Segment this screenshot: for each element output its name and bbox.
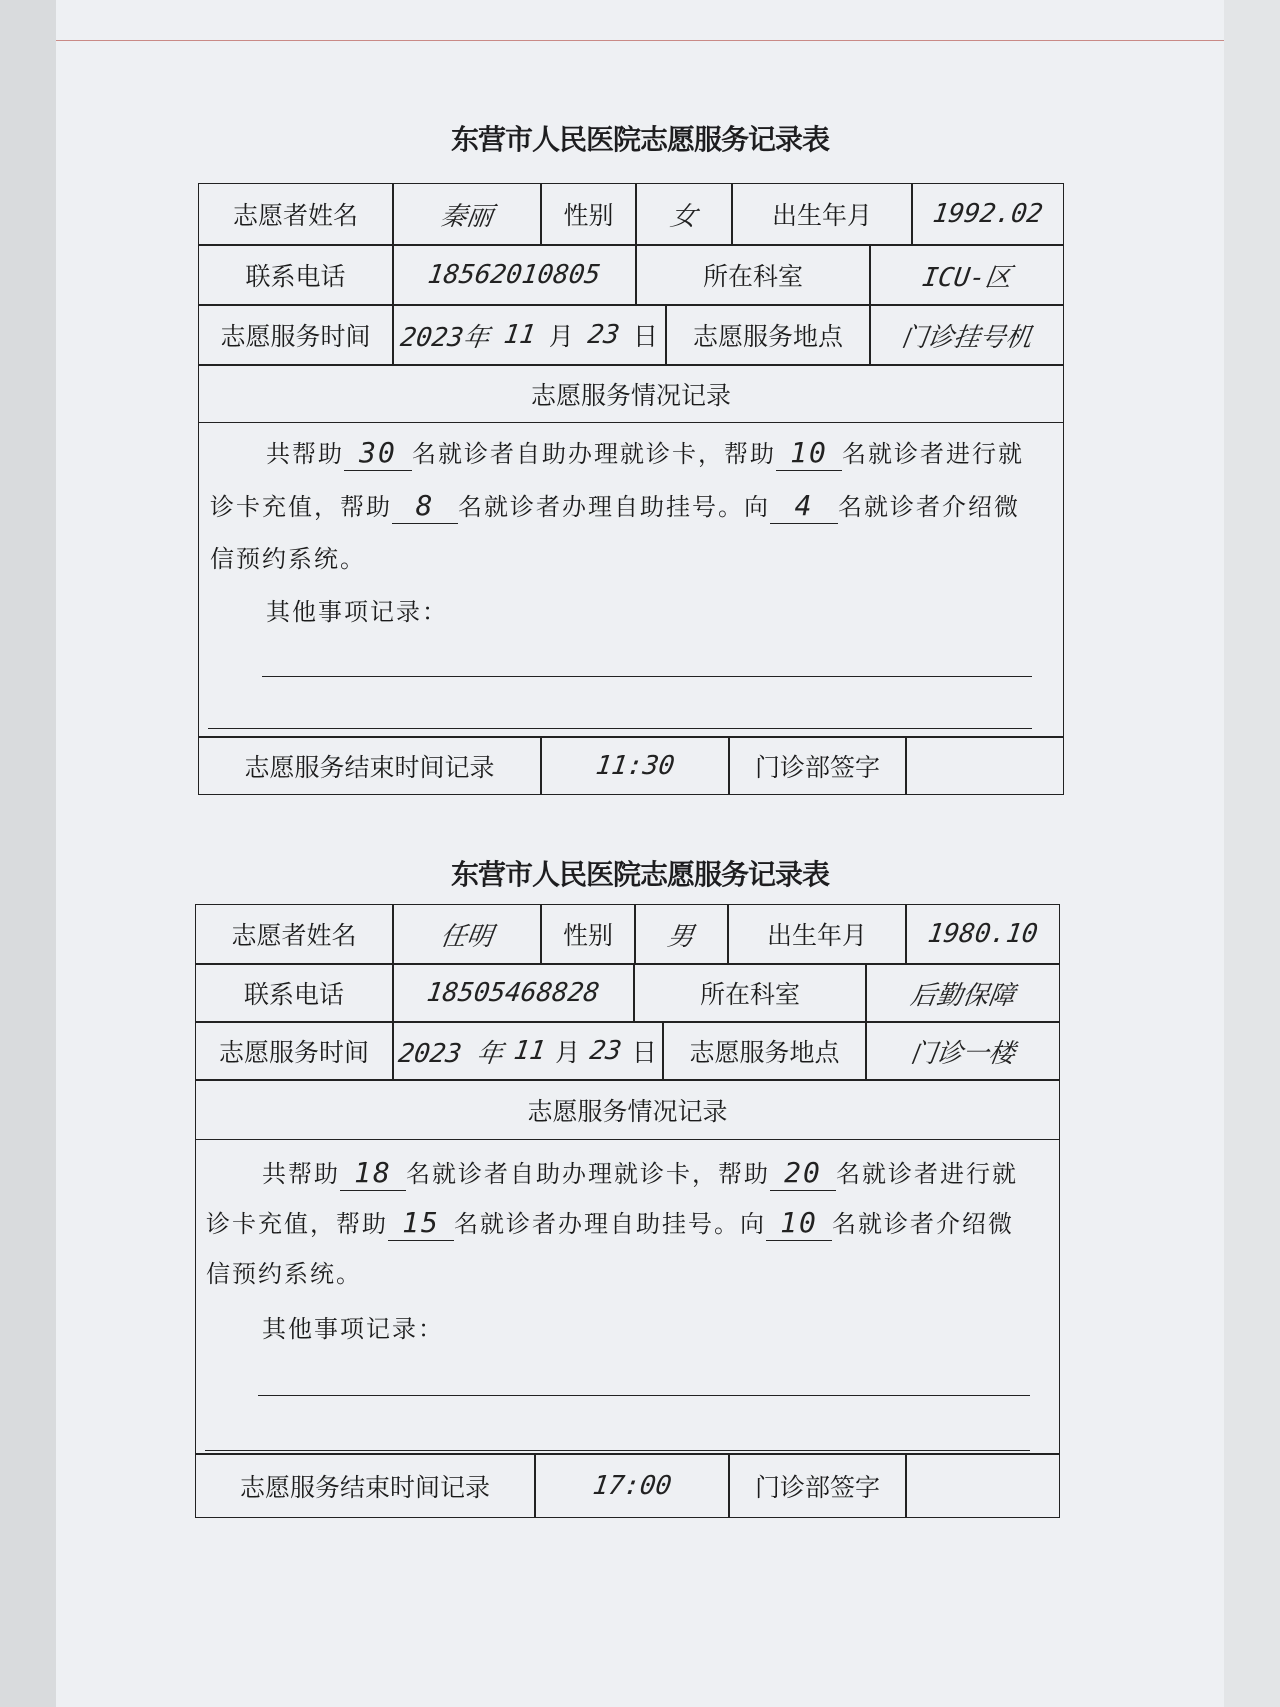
end-time-label: 志愿服务结束时间记录 bbox=[198, 737, 541, 795]
phone-label: 联系电话 bbox=[195, 964, 393, 1022]
other-matters-line-1 bbox=[262, 676, 1032, 677]
service-time-value bbox=[393, 305, 666, 365]
birth-value: 1980.10 bbox=[906, 904, 1060, 964]
gender-value: 男 bbox=[635, 904, 728, 964]
service-time-label: 志愿服务时间 bbox=[198, 305, 393, 365]
record-line-1: 共帮助 30 名就诊者自助办理就诊卡，帮助 10 名就诊者进行就 bbox=[266, 436, 1024, 469]
service-month: 11 bbox=[511, 1036, 547, 1066]
other-matters-label: 其他事项记录： bbox=[266, 598, 448, 626]
signature-value bbox=[906, 737, 1064, 795]
wechat-count: 10 bbox=[766, 1206, 832, 1241]
register-count: 8 bbox=[392, 489, 458, 524]
service-month: 11 bbox=[501, 320, 537, 350]
record-line-2: 诊卡充值，帮助 15 名就诊者办理自助挂号。向 10 名就诊者介绍微 bbox=[206, 1206, 1014, 1239]
name-value: 任明 bbox=[393, 904, 541, 964]
other-matters-line-1 bbox=[258, 1395, 1030, 1396]
form-title: 东营市人民医院志愿服务记录表 bbox=[450, 858, 829, 891]
name-label: 志愿者姓名 bbox=[198, 183, 393, 245]
other-matters-label: 其他事项记录： bbox=[262, 1315, 444, 1343]
service-day: 23 bbox=[585, 320, 622, 350]
month-unit: 月 bbox=[548, 322, 574, 351]
name-value: 秦丽 bbox=[393, 183, 541, 245]
record-header: 志愿服务情况记录 bbox=[198, 365, 1064, 423]
phone-label: 联系电话 bbox=[198, 245, 393, 305]
dept-value: ICU-区 bbox=[870, 245, 1064, 305]
cards-count: 30 bbox=[344, 436, 412, 471]
gender-label: 性别 bbox=[541, 183, 636, 245]
dept-label: 所在科室 bbox=[636, 245, 870, 305]
record-line-3: 信预约系统。 bbox=[210, 545, 366, 573]
birth-label: 出生年月 bbox=[732, 183, 912, 245]
service-day: 23 bbox=[588, 1036, 624, 1066]
service-time-value bbox=[393, 1022, 663, 1080]
name-label: 志愿者姓名 bbox=[195, 904, 393, 964]
dept-label: 所在科室 bbox=[634, 964, 866, 1022]
other-matters-line-2 bbox=[208, 728, 1032, 729]
end-time-value: 11:30 bbox=[541, 737, 729, 795]
recharge-count: 10 bbox=[776, 436, 842, 471]
service-year: 2023年 bbox=[398, 322, 492, 353]
record-line-3: 信预约系统。 bbox=[206, 1260, 362, 1288]
other-matters-line-2 bbox=[205, 1450, 1030, 1451]
end-time-value: 17:00 bbox=[535, 1454, 729, 1518]
wechat-count: 4 bbox=[770, 489, 838, 524]
service-place-label: 志愿服务地点 bbox=[663, 1022, 866, 1080]
register-count: 15 bbox=[388, 1206, 454, 1241]
month-unit: 月 bbox=[555, 1038, 581, 1067]
birth-label: 出生年月 bbox=[728, 904, 906, 964]
service-year: 2023 年 bbox=[396, 1038, 506, 1069]
birth-value: 1992.02 bbox=[912, 183, 1064, 245]
paper-top-rule bbox=[56, 40, 1224, 41]
signature-value bbox=[906, 1454, 1060, 1518]
signature-label: 门诊部签字 bbox=[729, 737, 906, 795]
gender-value: 女 bbox=[636, 183, 732, 245]
service-place-value: 门诊挂号机 bbox=[870, 305, 1064, 365]
signature-label: 门诊部签字 bbox=[729, 1454, 906, 1518]
form-title: 东营市人民医院志愿服务记录表 bbox=[450, 123, 829, 156]
service-time-label: 志愿服务时间 bbox=[195, 1022, 393, 1080]
record-line-1: 共帮助 18 名就诊者自助办理就诊卡，帮助 20 名就诊者进行就 bbox=[262, 1156, 1018, 1189]
service-place-label: 志愿服务地点 bbox=[666, 305, 870, 365]
dept-value: 后勤保障 bbox=[866, 964, 1060, 1022]
service-place-value: 门诊一楼 bbox=[866, 1022, 1060, 1080]
end-time-label: 志愿服务结束时间记录 bbox=[195, 1454, 535, 1518]
record-header: 志愿服务情况记录 bbox=[195, 1080, 1060, 1140]
recharge-count: 20 bbox=[770, 1156, 836, 1191]
record-line-2: 诊卡充值，帮助 8 名就诊者办理自助挂号。向 4 名就诊者介绍微 bbox=[210, 489, 1020, 522]
cards-count: 18 bbox=[340, 1156, 406, 1191]
gender-label: 性别 bbox=[541, 904, 635, 964]
day-unit: 日 bbox=[632, 322, 658, 351]
phone-value: 18562010805 bbox=[393, 245, 636, 305]
phone-value: 18505468828 bbox=[393, 964, 634, 1022]
day-unit: 日 bbox=[631, 1038, 657, 1067]
